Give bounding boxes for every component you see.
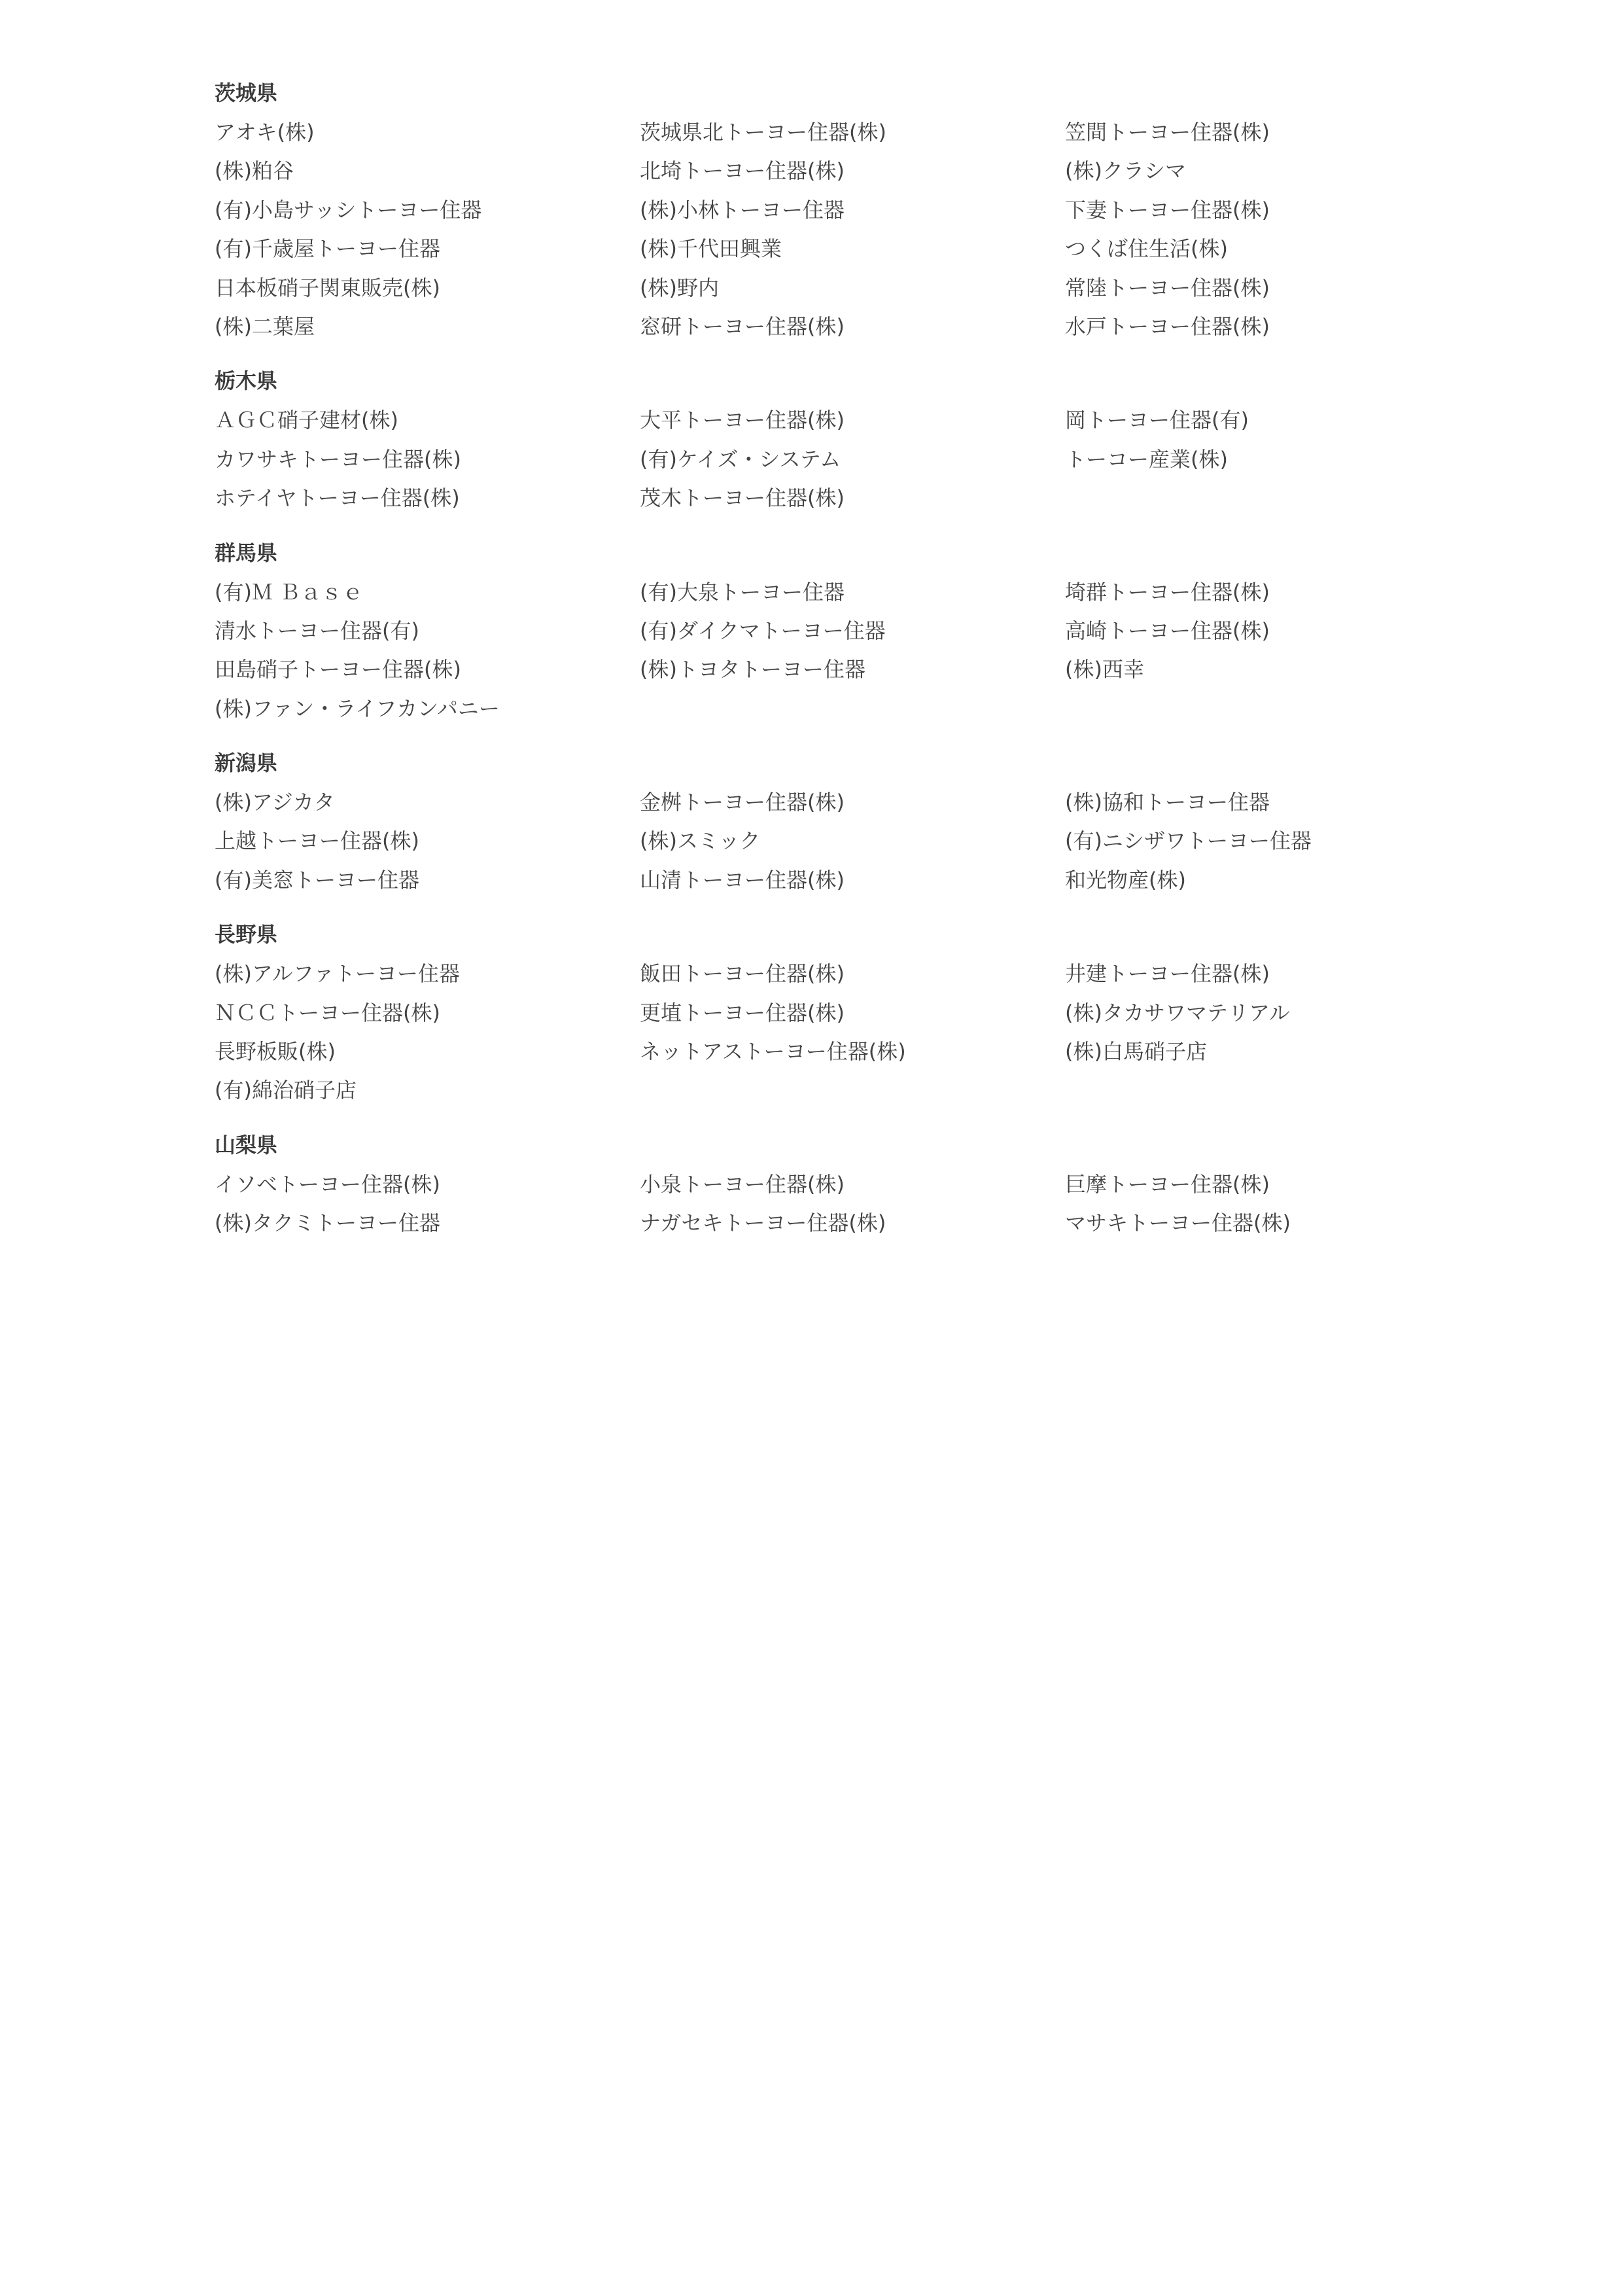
dealer-name: ネットアストーヨー住器(株) (640, 1039, 906, 1065)
dealer-name (1065, 482, 1457, 521)
dealer-name: アオキ(株) (215, 120, 315, 145)
dealer-name: トーコー産業(株) (1065, 446, 1228, 472)
dealer-name: 更埴トーヨー住器(株) (640, 1000, 845, 1025)
prefecture-section (215, 537, 1457, 732)
dealer-name: ＡＧＣ硝子建材(株) (215, 408, 398, 433)
dealer-name: 窓研トーヨー住器(株) (640, 313, 845, 339)
dealer-name (640, 1074, 1065, 1113)
dealer-name: (株)トヨタトーヨー住器 (640, 657, 865, 682)
dealer-grid (215, 404, 1457, 521)
dealer-name: (有)美窓トーヨー住器 (215, 867, 419, 892)
dealer-name: 水戸トーヨー住器(株) (1065, 313, 1270, 339)
dealer-name: (株)クラシマ (1065, 158, 1186, 184)
prefecture-heading: 山梨県 (215, 1132, 278, 1157)
dealer-name: 日本板硝子関東販売(株) (215, 275, 440, 300)
dealer-name: 大平トーヨー住器(株) (640, 408, 845, 433)
prefecture-heading: 群馬県 (215, 540, 278, 565)
dealer-name: (有)ニシザワトーヨー住器 (1065, 828, 1312, 854)
dealer-name: 金桝トーヨー住器(株) (640, 790, 845, 815)
dealer-name: つくば住生活(株) (1065, 236, 1228, 262)
dealer-name: (株)野内 (640, 275, 719, 300)
dealer-name: イソベトーヨー住器(株) (215, 1171, 440, 1197)
prefecture-heading: 茨城県 (215, 80, 278, 105)
dealer-name: (有)千歳屋トーヨー住器 (215, 236, 440, 262)
dealer-name: (株)千代田興業 (640, 236, 782, 262)
dealer-name: 井建トーヨー住器(株) (1065, 961, 1270, 987)
prefecture-heading: 長野県 (215, 922, 278, 947)
dealer-name (1065, 1074, 1457, 1113)
dealer-name: カワサキトーヨー住器(株) (215, 446, 461, 472)
dealer-name: (株)スミック (640, 828, 761, 854)
dealer-name: (株)ファン・ライフカンパニー (215, 696, 500, 721)
prefecture-heading: 栃木県 (215, 368, 278, 394)
dealer-name: 田島硝子トーヨー住器(株) (215, 657, 461, 682)
dealer-name: (株)粕谷 (215, 158, 294, 184)
dealer-name: 上越トーヨー住器(株) (215, 828, 419, 854)
dealer-name: (株)白馬硝子店 (1065, 1039, 1207, 1065)
dealer-name (640, 693, 1065, 732)
dealer-list (215, 77, 1457, 1262)
dealer-name: (有)大泉トーヨー住器 (640, 579, 845, 605)
dealer-name: (株)二葉屋 (215, 313, 315, 339)
dealer-name: 和光物産(株) (1065, 867, 1186, 892)
dealer-grid (215, 576, 1457, 732)
dealer-name: (株)協和トーヨー住器 (1065, 790, 1270, 815)
dealer-name: ナガセキトーヨー住器(株) (640, 1210, 886, 1236)
dealer-name: 岡トーヨー住器(有) (1065, 408, 1249, 433)
dealer-name: 清水トーヨー住器(有) (215, 618, 419, 643)
dealer-name: マサキトーヨー住器(株) (1065, 1210, 1291, 1236)
dealer-name: (株)小林トーヨー住器 (640, 197, 845, 222)
dealer-name: 常陸トーヨー住器(株) (1065, 275, 1270, 300)
dealer-grid (215, 116, 1457, 349)
dealer-name: (有)小島サッシトーヨー住器 (215, 197, 482, 222)
dealer-name: 北埼トーヨー住器(株) (640, 158, 845, 184)
dealer-name: (有)Ｍ Ｂａｓｅ (215, 579, 364, 605)
dealer-name: 飯田トーヨー住器(株) (640, 961, 845, 987)
prefecture-heading: 新潟県 (215, 751, 278, 776)
dealer-name (1065, 693, 1457, 732)
dealer-name: (株)アジカタ (215, 790, 335, 815)
prefecture-section (215, 77, 1457, 349)
dealer-name: (有)ケイズ・システム (640, 446, 841, 472)
dealer-grid (215, 786, 1457, 903)
dealer-name: 小泉トーヨー住器(株) (640, 1171, 845, 1197)
dealer-name: ＮＣＣトーヨー住器(株) (215, 1000, 440, 1025)
dealer-name: (有)綿治硝子店 (215, 1078, 357, 1103)
dealer-name: 茨城県北トーヨー住器(株) (640, 120, 886, 145)
dealer-name: ホテイヤトーヨー住器(株) (215, 486, 460, 511)
prefecture-section (215, 919, 1457, 1114)
dealer-name: (有)ダイクマトーヨー住器 (640, 618, 886, 643)
dealer-name: 茂木トーヨー住器(株) (640, 486, 845, 511)
dealer-name: 山清トーヨー住器(株) (640, 867, 845, 892)
dealer-name: 笠間トーヨー住器(株) (1065, 120, 1270, 145)
prefecture-section (215, 1129, 1457, 1246)
dealer-name: 埼群トーヨー住器(株) (1065, 579, 1270, 605)
dealer-grid (215, 1169, 1457, 1246)
dealer-name: 下妻トーヨー住器(株) (1065, 197, 1270, 222)
dealer-name: 巨摩トーヨー住器(株) (1065, 1171, 1270, 1197)
prefecture-section (215, 365, 1457, 521)
dealer-name: 高崎トーヨー住器(株) (1065, 618, 1270, 643)
dealer-name: (株)タクミトーヨー住器 (215, 1210, 440, 1236)
dealer-name: (株)アルファトーヨー住器 (215, 961, 461, 987)
prefecture-section (215, 747, 1457, 903)
dealer-name: 長野板販(株) (215, 1039, 336, 1065)
dealer-grid (215, 958, 1457, 1114)
dealer-name: (株)西幸 (1065, 657, 1144, 682)
dealer-name: (株)タカサワマテリアル (1065, 1000, 1290, 1025)
